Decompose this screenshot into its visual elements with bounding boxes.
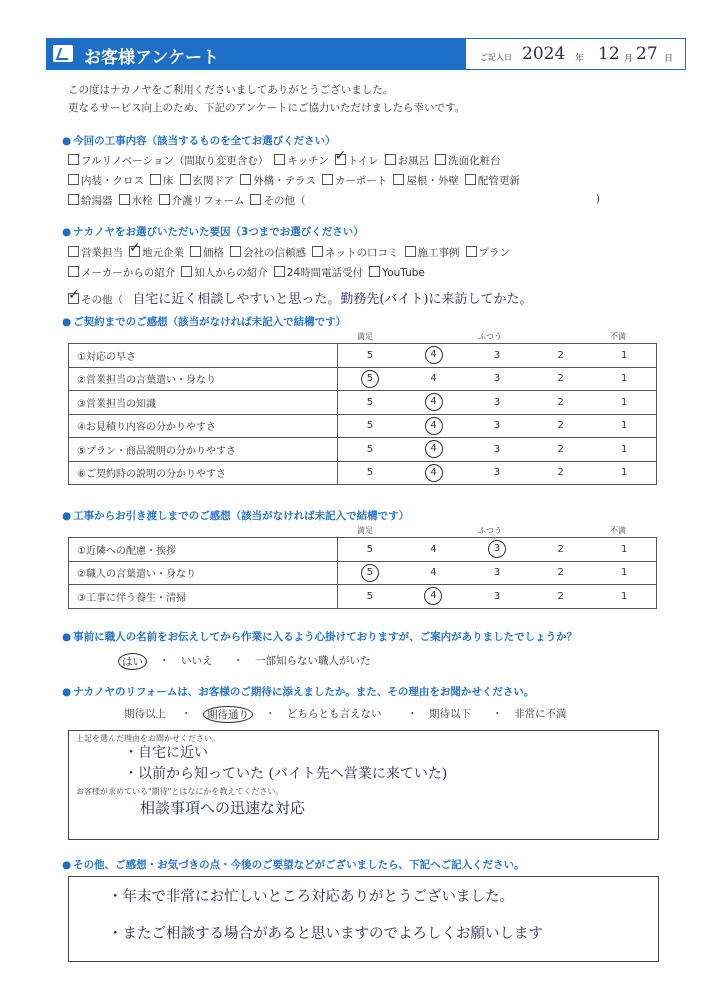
q6-expect-hint: お客様が求めている"期待"とはなにかを教えてください。 — [76, 787, 284, 796]
q1-option[interactable] — [119, 193, 153, 208]
q1-option[interactable] — [335, 153, 379, 168]
checkbox[interactable] — [466, 246, 477, 257]
q5-title: ● 事前に職人の名前をお伝えしてから作業に入るよう心掛けておりますが、ご案内がありましたでしょうか？ — [62, 629, 577, 644]
rating-score[interactable]: 1 — [621, 467, 628, 479]
q1-option-label: 外構・テラス — [253, 175, 316, 187]
q1-option-label: 給湯器 — [81, 195, 113, 207]
rating-cell[interactable] — [592, 367, 656, 391]
rating-row — [69, 367, 657, 391]
q1-row — [68, 193, 311, 208]
rating-row — [69, 561, 657, 585]
rating-cell[interactable] — [592, 585, 656, 609]
q1-title: ● 今回の工事内容（該当するものを全てお選びください） — [62, 133, 336, 148]
checkbox[interactable] — [274, 154, 285, 165]
rating-cell[interactable] — [465, 414, 529, 438]
rating-score[interactable]: 2 — [557, 543, 564, 555]
day-unit: 日 — [664, 54, 674, 64]
q1-row — [68, 173, 526, 188]
rating-cell[interactable] — [465, 367, 529, 391]
q2-other-option[interactable] — [68, 292, 123, 307]
rating-item-label: ①対応の早さ — [69, 344, 338, 368]
q1-option[interactable] — [180, 173, 235, 188]
checkbox[interactable] — [180, 174, 191, 185]
q2-option[interactable] — [68, 265, 175, 280]
rating-score[interactable]: 5 — [366, 396, 374, 408]
rating-cell[interactable] — [402, 585, 466, 609]
rating-row — [69, 344, 657, 368]
q1-option[interactable] — [274, 153, 328, 168]
checkbox[interactable] — [230, 246, 241, 257]
rating-row — [69, 391, 657, 415]
q2-option[interactable] — [230, 245, 306, 260]
month-unit: 月 — [624, 54, 634, 64]
rating-score[interactable]: 5 — [366, 467, 374, 479]
rating-score[interactable]: 4 — [430, 543, 437, 555]
rating-cell[interactable] — [465, 344, 529, 368]
rating-row — [69, 585, 657, 609]
q1-option-label: カーポート — [334, 175, 388, 187]
q6-option-selected[interactable]: 期待通り — [203, 706, 253, 723]
rating-score[interactable]: 2 — [557, 349, 564, 361]
rating-score[interactable]: 1 — [621, 396, 628, 408]
rating-cell[interactable] — [529, 367, 593, 391]
rating-score-selected[interactable]: 4 — [425, 464, 443, 482]
q3-title: ● ご契約までのご感想（該当がなければ未記入で結構です） — [62, 314, 346, 329]
rating-score-selected[interactable]: 4 — [425, 346, 443, 364]
q4-title: ● 工事からお引き渡しまでのご感想（該当がなければ未記入で結構です） — [62, 508, 409, 523]
q4-scale-high: 満足 — [357, 526, 373, 535]
rating-score[interactable]: 5 — [366, 349, 374, 361]
q6-option[interactable]: 非常に不満 — [514, 708, 567, 720]
q2-option[interactable] — [312, 245, 399, 260]
rating-cell[interactable] — [402, 438, 466, 462]
rating-cell[interactable] — [592, 344, 656, 368]
q1-option-label: フルリノベーション（間取り変更含む） — [81, 155, 269, 167]
option-separator: ・ — [407, 708, 418, 720]
q2-option-label: 24時間電話受付 — [286, 267, 364, 279]
q1-option[interactable] — [159, 193, 245, 208]
rating-score[interactable]: 1 — [621, 567, 628, 579]
rating-score[interactable]: 2 — [557, 420, 564, 432]
rating-cell[interactable] — [338, 344, 402, 368]
rating-score[interactable]: 2 — [557, 467, 564, 479]
q2-title: ● ナカノヤをお選びいただいた要因（3つまでお選びください） — [62, 224, 364, 239]
rating-score[interactable]: 3 — [493, 567, 501, 579]
rating-row — [69, 414, 657, 438]
option-separator: ・ — [492, 708, 503, 720]
rating-cell[interactable] — [338, 585, 402, 609]
rating-score[interactable]: 3 — [493, 396, 501, 408]
q4-scale-low: 不満 — [610, 526, 626, 535]
rating-cell[interactable] — [465, 561, 529, 585]
rating-cell[interactable] — [592, 538, 656, 562]
q1-close-paren: ) — [596, 193, 601, 205]
rating-score[interactable]: 4 — [430, 373, 437, 385]
option-separator: ・ — [181, 708, 192, 720]
q2-other-text[interactable]: 自宅に近く相談しやすいと思った。勤務先(バイト)に来訪してかた。 — [132, 292, 533, 307]
intro-line-1: この度はナカノヤをご利用くださいましてありがとうございました。 — [68, 84, 394, 96]
rating-score-selected[interactable]: 4 — [425, 440, 443, 458]
company-logo-icon — [53, 45, 73, 62]
checkbox[interactable] — [68, 246, 79, 257]
q2-row — [68, 265, 431, 280]
rating-cell[interactable] — [592, 461, 656, 485]
rating-cell[interactable] — [338, 561, 402, 585]
rating-cell[interactable] — [529, 414, 593, 438]
rating-score[interactable]: 3 — [493, 590, 501, 602]
q1-option-label: 玄関ドア — [192, 175, 235, 187]
rating-cell[interactable] — [402, 391, 466, 415]
checkbox[interactable] — [240, 174, 251, 185]
rating-score-selected[interactable]: 3 — [488, 540, 506, 558]
q6-option[interactable]: 期待以上 — [124, 708, 166, 720]
rating-item-label: ⑥ご契約時の説明の分かりやすさ — [69, 461, 338, 485]
rating-score-selected[interactable]: 4 — [425, 393, 443, 411]
rating-score-selected[interactable]: 4 — [424, 587, 442, 605]
q1-option-label: 配管更新 — [477, 175, 520, 187]
checkbox[interactable] — [369, 266, 380, 277]
rating-score[interactable]: 3 — [493, 349, 501, 361]
q1-option-label: キッチン — [287, 155, 329, 167]
checkbox[interactable] — [393, 174, 404, 185]
checkbox[interactable] — [129, 246, 140, 257]
q5-option[interactable]: いいえ — [181, 655, 213, 667]
date-day[interactable]: 27 — [636, 44, 658, 64]
q1-option-label: お風呂 — [397, 155, 430, 167]
rating-item-label: ②職人の言葉遣い・身なり — [69, 561, 338, 585]
rating-score[interactable]: 2 — [557, 443, 564, 455]
q1-option-label: 内装・クロス — [81, 175, 144, 187]
q6-reason-1[interactable]: ・自宅に近い — [124, 745, 208, 761]
rating-cell[interactable] — [465, 538, 529, 562]
q6-option[interactable]: 期待以下 — [429, 708, 471, 720]
rating-score[interactable]: 5 — [366, 543, 374, 555]
option-separator: ・ — [233, 655, 244, 667]
rating-cell[interactable] — [338, 438, 402, 462]
checkbox[interactable] — [159, 194, 170, 205]
page-title: お客様アンケート — [84, 48, 219, 68]
date-year[interactable]: 2024 — [522, 44, 566, 64]
rating-item-label: ①近隣への配慮・挨拶 — [69, 538, 338, 562]
rating-cell[interactable] — [529, 561, 593, 585]
rating-score[interactable]: 2 — [557, 396, 564, 408]
date-month[interactable]: 12 — [598, 44, 620, 64]
rating-cell[interactable] — [402, 538, 466, 562]
rating-score[interactable]: 1 — [621, 373, 628, 385]
rating-score[interactable]: 1 — [621, 420, 628, 432]
q1-row — [68, 153, 507, 168]
q2-option-label: メーカーからの紹介 — [81, 267, 176, 279]
rating-cell[interactable] — [402, 461, 466, 485]
rating-score[interactable]: 5 — [366, 443, 374, 455]
rating-cell[interactable] — [402, 367, 466, 391]
checkbox[interactable] — [119, 194, 130, 205]
q2-option[interactable] — [190, 245, 224, 260]
rating-row — [69, 538, 657, 562]
q5-option[interactable]: 一部知らない職人がいた — [255, 655, 371, 667]
q3-scale-high: 満足 — [357, 332, 373, 341]
q1-option[interactable] — [68, 193, 113, 208]
checkbox[interactable] — [150, 174, 161, 185]
rating-cell[interactable] — [338, 414, 402, 438]
q1-option-label: 屋根・外壁 — [406, 175, 459, 187]
q1-option-label: 洗面化粧台 — [448, 155, 501, 167]
checkbox[interactable] — [335, 154, 346, 165]
rating-item-label: ⑤プラン・商品説明の分かりやすさ — [69, 438, 338, 462]
rating-cell[interactable] — [402, 561, 466, 585]
rating-cell[interactable] — [465, 585, 529, 609]
year-unit: 年 — [575, 54, 585, 64]
q7-comment-2[interactable]: ・またご相談する場合があると思いますのでよろしくお願いします — [108, 926, 543, 942]
q2-other-label: その他（ — [81, 294, 123, 306]
rating-item-label: ④お見積り内容の分かりやすさ — [69, 414, 338, 438]
rating-score[interactable]: 2 — [557, 373, 564, 385]
q2-option-label: 営業担当 — [81, 247, 123, 259]
q2-option[interactable] — [405, 245, 460, 260]
rating-cell[interactable] — [465, 391, 529, 415]
q4-rating-table — [68, 537, 657, 609]
rating-score[interactable]: 3 — [493, 420, 501, 432]
option-separator: ・ — [159, 655, 170, 667]
rating-cell[interactable] — [402, 414, 466, 438]
rating-cell[interactable] — [338, 461, 402, 485]
rating-cell[interactable] — [592, 414, 656, 438]
rating-cell[interactable] — [529, 461, 593, 485]
rating-cell[interactable] — [465, 438, 529, 462]
q2-option-label: 会社の信頼感 — [243, 247, 306, 259]
q3-scale-mid: ふつう — [478, 332, 502, 341]
q1-option-label: 介護リフォーム — [171, 195, 245, 207]
checkbox[interactable] — [190, 246, 201, 257]
q2-option-label: 地元企業 — [142, 247, 184, 259]
q6-expect[interactable]: 相談事項への迅速な対応 — [140, 799, 306, 817]
q1-option-label: 水栓 — [131, 195, 153, 207]
q1-option[interactable] — [435, 153, 501, 168]
q5-option-selected[interactable]: はい — [118, 653, 147, 670]
checkbox[interactable] — [68, 293, 79, 304]
checkbox[interactable] — [385, 154, 396, 165]
rating-item-label: ②営業担当の言葉遣い・身なり — [69, 367, 338, 391]
q1-option[interactable] — [385, 153, 430, 168]
rating-score[interactable]: 4 — [430, 567, 437, 579]
rating-row — [69, 461, 657, 485]
checkbox[interactable] — [181, 266, 192, 277]
q2-option-label: ネットの口コミ — [325, 247, 399, 259]
rating-cell[interactable] — [529, 344, 593, 368]
rating-score[interactable]: 5 — [366, 590, 374, 602]
checkbox[interactable] — [68, 266, 79, 277]
intro-line-2: 更なるサービス向上のため、下記のアンケートにご協力いただけましたら幸いです。 — [68, 102, 466, 114]
q2-other — [68, 288, 533, 307]
rating-cell[interactable] — [402, 344, 466, 368]
q1-option[interactable] — [250, 193, 305, 208]
checkbox[interactable] — [250, 194, 261, 205]
q2-option[interactable] — [181, 265, 268, 280]
q1-option-label: トイレ — [347, 155, 379, 167]
q3-rating-table — [68, 343, 657, 485]
rating-cell[interactable] — [338, 538, 402, 562]
q3-scale-low: 不満 — [610, 332, 626, 341]
q2-option-label: YouTube — [382, 267, 425, 279]
rating-item-label: ③営業担当の知識 — [69, 391, 338, 415]
q7-title: ● その他、ご感想・お気づきの点・今後のご要望などがございましたら、下記へご記入ください。 — [62, 857, 525, 872]
q2-row — [68, 245, 516, 260]
checkbox[interactable] — [312, 246, 323, 257]
q1-option-label: その他（ — [263, 195, 306, 207]
checkbox[interactable] — [68, 174, 79, 185]
rating-score[interactable]: 2 — [557, 567, 564, 579]
rating-cell[interactable] — [465, 461, 529, 485]
rating-score[interactable]: 1 — [621, 349, 628, 361]
rating-cell[interactable] — [338, 391, 402, 415]
rating-score[interactable]: 2 — [557, 590, 564, 602]
q2-option-label: 施工事例 — [417, 247, 460, 259]
rating-score[interactable]: 1 — [621, 443, 628, 455]
rating-score-selected[interactable]: 4 — [425, 417, 443, 435]
rating-cell[interactable] — [592, 561, 656, 585]
q1-option[interactable] — [150, 173, 174, 188]
rating-cell[interactable] — [338, 367, 402, 391]
q2-option-label: 知人からの紹介 — [194, 267, 268, 279]
q2-option[interactable] — [466, 245, 511, 260]
rating-cell[interactable] — [529, 585, 593, 609]
rating-cell[interactable] — [592, 438, 656, 462]
rating-score[interactable]: 1 — [621, 590, 628, 602]
rating-cell[interactable] — [592, 391, 656, 415]
q6-title: ● ナカノヤのリフォームは、お客様のご期待に添えましたか。また、その理由をお聞かせください。 — [62, 684, 534, 699]
rating-cell[interactable] — [529, 438, 593, 462]
q1-option-label: 床 — [163, 175, 174, 187]
q2-option[interactable] — [369, 266, 425, 279]
option-separator: ・ — [265, 708, 276, 720]
q7-comment-1[interactable]: ・年末で非常にお忙しいところ対応ありがとうございました。 — [108, 889, 514, 905]
q2-option[interactable] — [68, 245, 123, 260]
q2-option[interactable] — [129, 245, 184, 260]
q6-reason-hint: 上記を選んだ理由をお聞かせください。 — [76, 734, 220, 743]
q2-option-label: 価格 — [203, 247, 224, 259]
q6-reason-2[interactable]: ・以前から知っていた (バイト先へ営業に来ていた) — [124, 766, 448, 782]
q1-option[interactable] — [68, 173, 144, 188]
rating-row — [69, 438, 657, 462]
rating-score-selected[interactable]: 5 — [361, 370, 379, 388]
checkbox[interactable] — [68, 154, 79, 165]
q6-option[interactable]: どちらとも言えない — [287, 708, 382, 720]
rating-cell[interactable] — [529, 538, 593, 562]
rating-item-label: ③工事に伴う養生・清掃 — [69, 585, 338, 609]
rating-score[interactable]: 1 — [621, 543, 628, 555]
rating-score[interactable]: 3 — [493, 443, 501, 455]
checkbox[interactable] — [68, 194, 79, 205]
q2-option-label: プラン — [478, 247, 510, 259]
q1-option[interactable] — [240, 173, 316, 188]
checkbox[interactable] — [465, 174, 476, 185]
q1-option[interactable] — [393, 173, 459, 188]
rating-score-selected[interactable]: 5 — [361, 564, 379, 582]
checkbox[interactable] — [405, 246, 416, 257]
q4-scale-mid: ふつう — [478, 526, 502, 535]
q1-option[interactable] — [322, 173, 388, 188]
rating-score[interactable]: 5 — [366, 420, 374, 432]
q2-option[interactable] — [274, 265, 363, 280]
date-label: ご記入日 — [480, 53, 512, 62]
q1-option[interactable] — [68, 153, 268, 168]
q1-option[interactable] — [465, 173, 520, 188]
checkbox[interactable] — [435, 154, 446, 165]
checkbox[interactable] — [322, 174, 333, 185]
rating-cell[interactable] — [529, 391, 593, 415]
checkbox[interactable] — [274, 266, 285, 277]
rating-score[interactable]: 3 — [493, 467, 501, 479]
rating-score[interactable]: 3 — [493, 373, 501, 385]
